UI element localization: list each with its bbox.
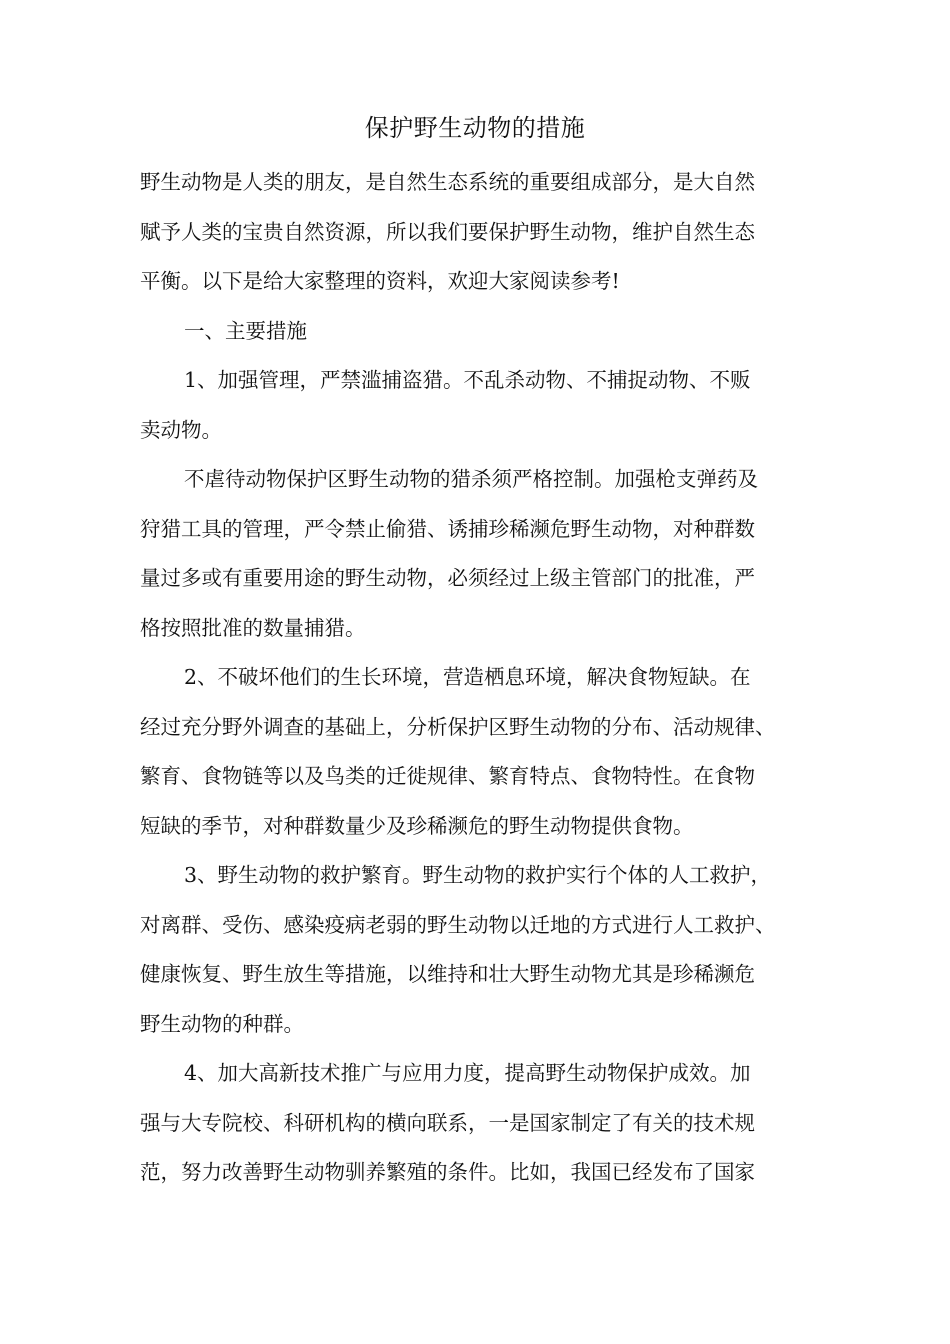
text-line: 卖动物。: [140, 417, 222, 442]
text-line: 对离群、受伤、感染疫病老弱的野生动物以迁地的方式进行人工救护、: [140, 912, 776, 937]
text-line: 4、加大高新技术推广与应用力度，提高野生动物保护成效。加: [184, 1061, 751, 1085]
document-body: [140, 158, 830, 1198]
text-line: 3、野生动物的救护繁育。野生动物的救护实行个体的人工救护，: [184, 863, 772, 887]
document-title: 保护野生动物的措施: [364, 114, 586, 142]
text-line: 范，努力改善野生动物驯养繁殖的条件。比如，我国已经发布了国家: [140, 1160, 755, 1184]
text-line: 繁育、食物链等以及鸟类的迁徙规律、繁育特点、食物特性。在食物: [140, 764, 755, 788]
text-line: 野生动物是人类的朋友，是自然生态系统的重要组成部分，是大自然: [140, 170, 755, 194]
text-line: 2、不破坏他们的生长环境，营造栖息环境，解决食物短缺。在: [184, 665, 751, 689]
text-line: 赋予人类的宝贵自然资源，所以我们要保护野生动物，维护自然生态: [140, 219, 755, 244]
text-line: 短缺的季节，对种群数量少及珍稀濒危的野生动物提供食物。: [140, 813, 694, 838]
text-line: 野生动物的种群。: [140, 1011, 304, 1036]
text-line: 经过充分野外调查的基础上，分析保护区野生动物的分布、活动规律、: [140, 714, 776, 739]
text-line: 健康恢复、野生放生等措施，以维持和壮大野生动物尤其是珍稀濒危: [140, 962, 755, 986]
text-line: 狩猎工具的管理，严令禁止偷猎、诱捕珍稀濒危野生动物，对种群数: [140, 516, 755, 541]
text-line: 平衡。以下是给大家整理的资料，欢迎大家阅读参考!: [140, 269, 620, 293]
text-line: 1、加强管理，严禁滥捕盗猎。不乱杀动物、不捕捉动物、不贩: [184, 368, 751, 392]
text-line: 格按照批准的数量捕猎。: [140, 615, 366, 640]
text-line: 量过多或有重要用途的野生动物，必须经过上级主管部门的批准，严: [140, 566, 755, 590]
text-line: 一、主要措施: [184, 318, 307, 343]
text-line: 不虐待动物保护区野生动物的猎杀须严格控制。加强枪支弹药及: [184, 467, 758, 491]
text-line: 强与大专院校、科研机构的横向联系，一是国家制定了有关的技术规: [140, 1110, 755, 1135]
